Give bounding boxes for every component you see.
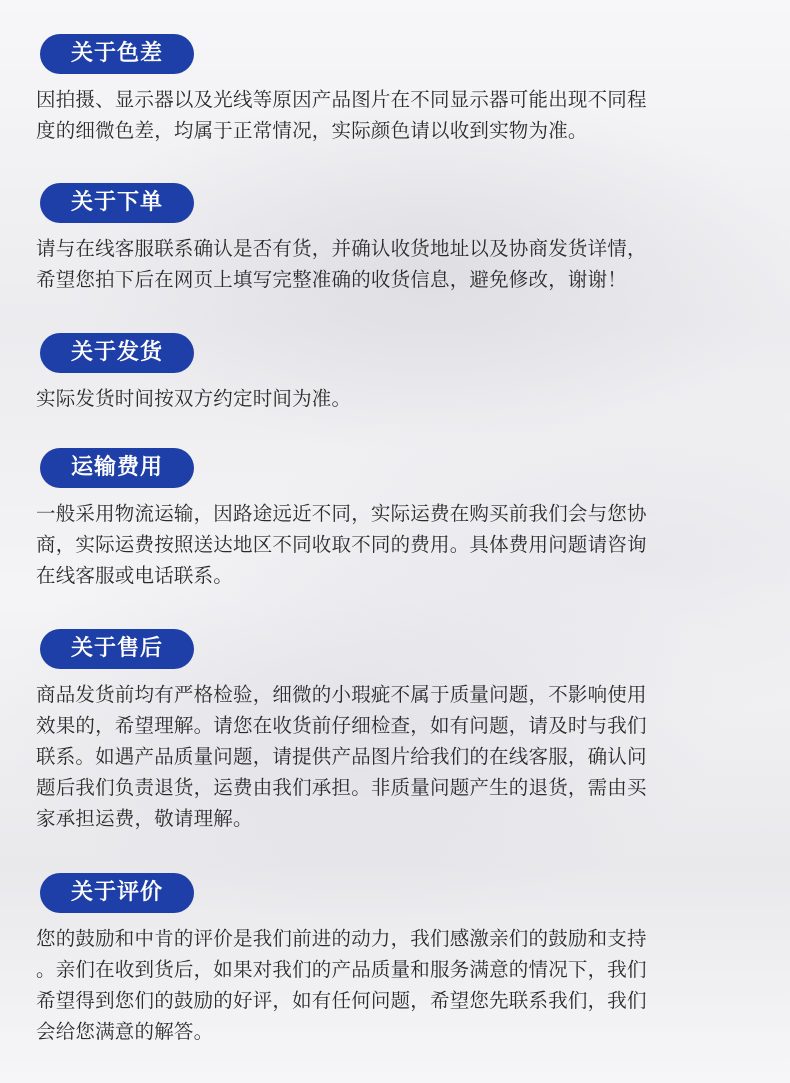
body-line: 会给您满意的解答。	[36, 1020, 214, 1043]
body-line: 商品发货前均有严格检验，细微的小瑕疵不属于质量问题，不影响使用	[36, 683, 647, 706]
section-title-badge: 关于发货	[40, 333, 194, 373]
body-line: 家承担运费，敬请理解。	[36, 807, 253, 830]
body-line: 希望您拍下后在网页上填写完整准确的收货信息，避免修改，谢谢！	[36, 268, 628, 291]
body-line: 希望得到您们的鼓励的好评，如有任何问题，希望您先联系我们，我们	[36, 989, 647, 1012]
section-body	[36, 383, 752, 414]
section-title-badge: 关于评价	[40, 873, 194, 913]
body-line: 您的鼓励和中肯的评价是我们前进的动力，我们感激亲们的鼓励和支持	[36, 927, 647, 950]
body-line: 因拍摄、显示器以及光线等原因产品图片在不同显示器可能出现不同程	[36, 88, 647, 111]
body-line: 请与在线客服联系确认是否有货，并确认收货地址以及协商发货详情，	[36, 237, 647, 260]
body-line: 题后我们负责退货，运费由我们承担。非质量问题产生的退货，需由买	[36, 776, 647, 799]
section-body	[36, 498, 752, 591]
section-body	[36, 84, 752, 146]
section-title-badge: 运输费用	[40, 448, 194, 488]
body-line: 效果的，希望理解。请您在收货前仔细检查，如有问题，请及时与我们	[36, 714, 647, 737]
body-line: 实际发货时间按双方约定时间为准。	[36, 387, 352, 410]
body-line: 联系。如遇产品质量问题，请提供产品图片给我们的在线客服，确认问	[36, 745, 647, 768]
section-body	[36, 233, 752, 295]
section-title-badge: 关于色差	[40, 34, 194, 74]
body-line: 一般采用物流运输，因路途远近不同，实际运费在购买前我们会与您协	[36, 502, 647, 525]
body-line: 。亲们在收到货后，如果对我们的产品质量和服务满意的情况下，我们	[36, 958, 647, 981]
body-line: 商，实际运费按照送达地区不同收取不同的费用。具体费用问题请咨询	[36, 533, 647, 556]
section-body	[36, 923, 752, 1047]
body-line: 在线客服或电话联系。	[36, 564, 234, 587]
section-title-badge: 关于下单	[40, 183, 194, 223]
section-title-badge: 关于售后	[40, 629, 194, 669]
body-line: 度的细微色差，均属于正常情况，实际颜色请以收到实物为准。	[36, 119, 588, 142]
section-body	[36, 679, 752, 834]
